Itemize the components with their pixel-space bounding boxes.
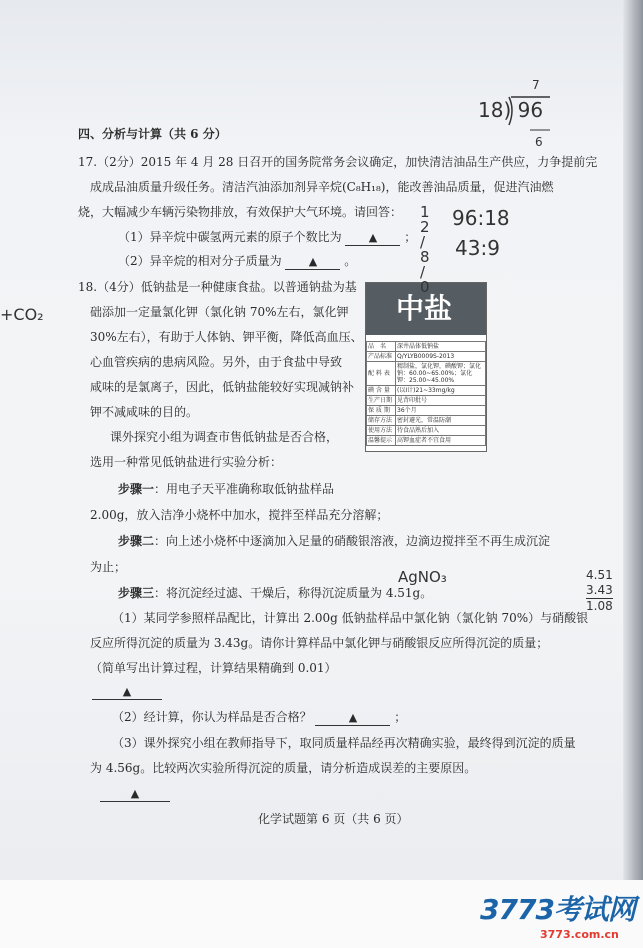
handwriting-side-calc xyxy=(586,568,613,614)
spec-value: 深井晶体低钠盐 xyxy=(396,342,486,352)
q18-sub1-line: （1）某同学参照样品配比，计算出 2.00g 低钠盐样品中氯化钠（氯化钠 70%）与硝酸银 xyxy=(112,611,589,625)
answer-blank: ▲ xyxy=(92,685,162,700)
q17-sub2-tail: 。 xyxy=(344,254,357,268)
watermark xyxy=(480,888,635,941)
answer-blank: ▲ xyxy=(285,255,340,270)
paper-edge xyxy=(623,0,643,948)
spec-row xyxy=(367,352,486,362)
q17-sub1-text: （1）异辛烷中碳氢两元素的原子个数比为 xyxy=(118,230,342,244)
side-calc-line: 3.43 xyxy=(586,583,613,597)
spec-row xyxy=(367,436,486,446)
q17-sub1-tail: ； xyxy=(404,230,417,244)
spec-key: 生产日期 xyxy=(367,396,396,406)
side-calc-line: 4.51 xyxy=(586,568,613,582)
step3-text: ：将沉淀经过滤、干燥后，称得沉淀质量为 4.51g。 xyxy=(154,586,433,600)
step1 xyxy=(118,482,334,496)
spec-row xyxy=(367,396,486,406)
side-calc-line: 1.08 xyxy=(586,599,613,613)
handwriting-6: 6 xyxy=(535,135,543,149)
spec-key: 保 质 期 xyxy=(367,406,396,416)
q17-sub2 xyxy=(118,254,356,270)
spec-key: 品 名 xyxy=(367,342,396,352)
spec-value: 待食品熟后加入 xyxy=(396,426,486,436)
spec-row xyxy=(367,386,486,396)
spec-row xyxy=(367,416,486,426)
spec-key: 温馨提示 xyxy=(367,436,396,446)
section-title: 四、分析与计算（共 6 分） xyxy=(78,127,227,141)
spec-value: Q/YLYB0009S-2013 xyxy=(396,352,486,362)
step1-text: ：用电子天平准确称取低钠盐样品 xyxy=(154,482,335,496)
step2-text: ：向上述小烧杯中逐滴加入足量的硝酸银溶液，边滴边搅拌至不再生成沉淀 xyxy=(154,534,551,548)
q18-line: 30%左右），有助于人体钠、钾平衡，降低高血压、 xyxy=(90,330,363,344)
q18-line: 18.（4分）低钠盐是一种健康食盐。以普通钠盐为基 xyxy=(78,280,357,294)
spec-key: 配 料 表 xyxy=(367,362,396,386)
q18-line: 钾不减咸味的目的。 xyxy=(90,405,199,419)
spec-row xyxy=(367,406,486,416)
q17-line2: 成成品油质量升级任务。清洁汽油添加剂异辛烷(C₈H₁₈)，能改善油品质量，促进汽油燃 xyxy=(90,180,554,194)
handwriting-7: 7 xyxy=(532,78,540,92)
watermark-brand: 3773考试网 xyxy=(480,893,635,926)
watermark-url: 3773.com.cn xyxy=(540,928,619,941)
q18-sub3-line: 为 4.56g。比较两次实验所得沉淀的质量，请分析造成误差的主要原因。 xyxy=(90,761,477,775)
product-spec-table xyxy=(366,341,486,446)
answer-blank: ▲ xyxy=(345,231,400,246)
q18-line: 选用一种常见低钠盐进行实验分析： xyxy=(90,455,283,469)
q18-sub1-answer xyxy=(92,684,162,700)
spec-value: 见背印批号 xyxy=(396,396,486,406)
spec-row xyxy=(367,426,486,436)
spec-value: 密封避光，常温防潮 xyxy=(396,416,486,426)
handwriting-division-strokes xyxy=(505,95,555,145)
q18-line: 咸味的是氯离子，因此，低钠盐能较好实现减钠补 xyxy=(90,380,355,394)
q18-line: 础添加一定量氯化钾（氯化钠 70%左右，氯化钾 xyxy=(90,305,349,319)
q18-sub2 xyxy=(112,710,406,726)
step1-text2: 2.00g，放入洁净小烧杯中加水，搅拌至样品充分溶解； xyxy=(90,508,389,522)
q17-line3: 烧，大幅减少车辆污染物排放，有效保护大气环境。请回答： xyxy=(78,205,403,219)
q17-line1: 17.（2分）2015 年 4 月 28 日召开的国务院常务会议确定，加快清洁油品生产供应，力争提前完 xyxy=(78,155,598,169)
page-footer: 化学试题第 6 页（共 6 页） xyxy=(258,812,409,826)
handwriting-ratio1: 96:18 xyxy=(452,206,510,230)
spec-key: 产品标准 xyxy=(367,352,396,362)
spec-value: 高钾血症者不宜食用 xyxy=(396,436,486,446)
q18-sub3-line: （3）课外探究小组在教师指导下，取同质量样品经再次精确实验，最终得到沉淀的质量 xyxy=(112,736,576,750)
spec-value: 36个月 xyxy=(396,406,486,416)
answer-blank: ▲ xyxy=(315,711,390,726)
spec-value: (以I计)21~33mg/kg xyxy=(396,386,486,396)
spec-row xyxy=(367,342,486,352)
q18-sub3-answer xyxy=(100,786,170,802)
q17-sub1 xyxy=(118,230,416,246)
q18-line: 课外探究小组为调查市售低钠盐是否合格， xyxy=(110,430,339,444)
handwriting-division: 18) 96 xyxy=(478,98,544,122)
step2-label: 步骤二 xyxy=(118,534,155,548)
step2-text2: 为止； xyxy=(90,560,127,574)
step2 xyxy=(118,534,550,548)
q18-sub2-tail: ； xyxy=(394,710,407,724)
q18-sub1-line: （简单写出计算过程，计算结果精确到 0.01） xyxy=(90,661,337,675)
spec-key: 碘 含 量 xyxy=(367,386,396,396)
brand-logo: 中盐 xyxy=(396,292,453,325)
spec-key: 使用方法 xyxy=(367,426,396,436)
q17-sub2-text: （2）异辛烷的相对分子质量为 xyxy=(118,254,282,268)
handwriting-left-margin: +CO₂ xyxy=(0,305,44,324)
spec-value: 精制盐，氯化钾，碘酸钾；氯化钠：60.00~65.00%；氯化钾：25.00~45.00% xyxy=(396,362,486,386)
handwriting-calc-left: 12 / 8 / 0 xyxy=(420,203,430,296)
spec-row xyxy=(367,362,486,386)
handwriting-ratio2: 43:9 xyxy=(455,236,500,260)
q18-sub1-line: 反应所得沉淀的质量为 3.43g。请你计算样品中氯化钾与硝酸银反应所得沉淀的质量； xyxy=(90,636,549,650)
step3-label: 步骤三 xyxy=(118,586,155,600)
q18-sub2-text: （2）经计算，你认为样品是否合格？ xyxy=(112,710,312,724)
step3 xyxy=(118,586,432,600)
q18-line: 心血管疾病的患病风险。另外，由于食盐中导致 xyxy=(90,355,343,369)
step1-label: 步骤一 xyxy=(118,482,155,496)
product-label-image xyxy=(365,282,487,452)
answer-blank: ▲ xyxy=(100,787,170,802)
handwriting-agno3: AgNO₃ xyxy=(398,568,447,586)
spec-key: 储存方法 xyxy=(367,416,396,426)
